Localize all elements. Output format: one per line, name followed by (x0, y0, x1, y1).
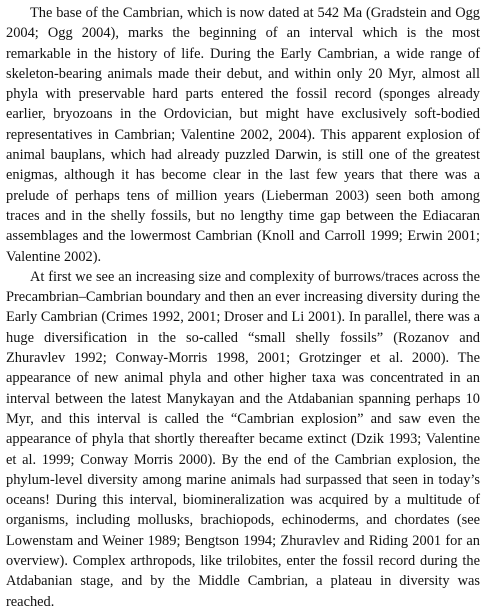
paragraph-cambrian-explosion: At first we see an increasing size and complexity of burrows/traces across the Precambrian–Cambrian boundary and then an ever increasing diversity during the Early Cambrian (Crimes 1992, 2001; Droser and Li 2001). In parallel, there was a huge diversification in the so-called “small shelly fossils” (Rozanov and Zhuravlev 1992; Conway-Morris 1998, 2001; Grotzinger et al. 2000). The appearance of new animal phyla and other higher taxa was concentrated in an interval between the latest Manykayan and the Atdabanian spanning perhaps 10 Myr, and this interval is called the “Cambrian explosion” and saw even the appearance of phyla that shortly thereafter became extinct (Dzik 1993; Valentine et al. 1999; Conway Morris 2000). By the end of the Cambrian explosion, the phylum-level diversity among marine animals had surpassed that seen in today’s oceans! During this interval, biomineralization was acquired by a multitude of organisms, including mollusks, brachiopods, echinoderms, and chordates (see Lowenstam and Weiner 1989; Bengtson 1994; Zhuravlev and Riding 2001 for an overview). Complex arthropods, like trilobites, enter the fossil record during the Atdabanian stage, and by the Middle Cambrian, a plateau in diversity was reached. (6, 268, 480, 610)
paragraph-cambrian-base: The base of the Cambrian, which is now dated at 542 Ma (Gradstein and Ogg 2004; Ogg 2004), marks the beginning of an interval which is the most remarkable in the history of life. During the Early Cambrian, a wide range of skeleton-bearing animals made their debut, and within only 20 Myr, almost all phyla with preservable hard parts entered the fossil record (sponges already earlier, bryozoans in the Ordovician, but might have exclusively soft-bodied representatives in Cambrian; Valentine 2002, 2004). This apparent explosion of animal bauplans, which had already puzzled Darwin, is still one of the greatest enigmas, although it has become clear in the last few years that there was a prelude of perhaps tens of million years (Lieberman 2003) seen both among traces and in the shelly fossils, but no lengthy time gap between the Ediacaran assemblages and the lowermost Cambrian (Knoll and Carroll 1999; Erwin 2001; Valentine 2002). (6, 5, 480, 265)
